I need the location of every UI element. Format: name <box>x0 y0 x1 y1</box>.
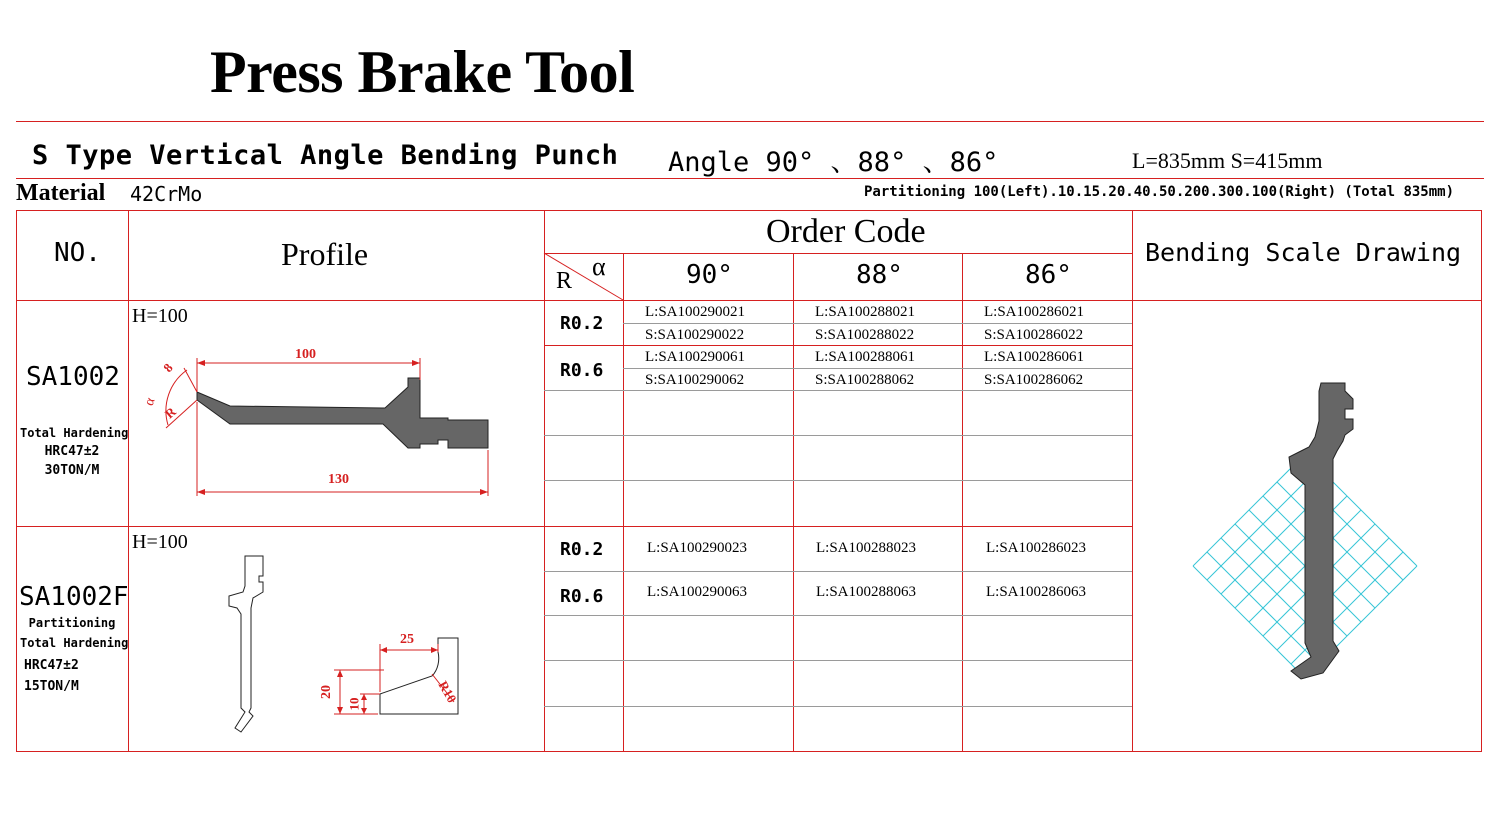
dim-label: 10 <box>346 697 362 711</box>
order-code: L:SA100288023 <box>816 540 917 556</box>
order-code: L:SA100290063 <box>647 584 748 600</box>
dim-label: R <box>161 403 179 422</box>
angle-line: Angle 90° 、88° 、86° <box>668 147 999 178</box>
dim-label: 100 <box>295 347 316 362</box>
order-code: S:SA100288022 <box>815 327 915 343</box>
header-bending-scale: Bending Scale Drawing <box>1145 238 1462 267</box>
order-code: L:SA100288021 <box>815 304 916 320</box>
header-diagonal <box>544 253 624 300</box>
dim-label: 130 <box>328 472 349 487</box>
row1-radius: R0.6 <box>560 360 604 381</box>
row1-height: H=100 <box>132 305 188 327</box>
header-angle-90: 90° <box>686 260 733 290</box>
page-title: Press Brake Tool <box>210 39 635 105</box>
header-no: NO. <box>54 238 101 268</box>
material-label: Material <box>16 180 106 206</box>
material-value: 42CrMo <box>130 182 203 206</box>
order-code: S:SA100286022 <box>984 327 1084 343</box>
row1-note: Total Hardening <box>20 426 129 440</box>
divider <box>16 178 1484 179</box>
dim-label: α <box>141 395 159 408</box>
order-code: L:SA100286061 <box>984 349 1085 365</box>
row2-height: H=100 <box>132 531 188 553</box>
partitioning-info: Partitioning 100(Left).10.15.20.40.50.200.300.100(Right) (Total 835mm) <box>864 184 1455 200</box>
order-code: L:SA100290061 <box>645 349 746 365</box>
row2-radius: R0.2 <box>560 539 604 560</box>
row2-model: SA1002F <box>19 582 129 612</box>
order-code: S:SA100290022 <box>645 327 745 343</box>
order-code: S:SA100290062 <box>645 372 745 388</box>
dim-label: 25 <box>400 632 414 647</box>
order-code: L:SA100286021 <box>984 304 1085 320</box>
order-code: L:SA100290021 <box>645 304 746 320</box>
order-code: S:SA100286062 <box>984 372 1084 388</box>
header-order-code: Order Code <box>766 213 926 250</box>
length-info: L=835mm S=415mm <box>1132 148 1323 173</box>
header-angle-86: 86° <box>1025 260 1072 290</box>
row1-model: SA1002 <box>26 362 120 392</box>
header-alpha: α <box>592 252 606 281</box>
divider <box>16 121 1484 122</box>
bending-scale-drawing <box>1133 301 1481 751</box>
row2-note: HRC47±2 <box>24 658 79 673</box>
dim-label: R10 <box>435 678 460 706</box>
row2-note: 15TON/M <box>24 679 79 694</box>
order-code: L:SA100286023 <box>986 540 1087 556</box>
header-r: R <box>556 268 573 294</box>
row2-note: Partitioning <box>28 616 116 630</box>
row2-radius: R0.6 <box>560 586 604 607</box>
dim-label: 20 <box>319 685 334 699</box>
punch-outline-drawing <box>215 550 295 740</box>
dim-label: 8 <box>160 360 176 375</box>
header-profile: Profile <box>281 236 369 272</box>
row1-note: HRC47±2 <box>44 444 100 459</box>
order-code: L:SA100290023 <box>647 540 748 556</box>
header-angle-88: 88° <box>856 260 903 290</box>
order-code: L:SA100288063 <box>816 584 917 600</box>
order-code: L:SA100286063 <box>986 584 1087 600</box>
row2-note: Total Hardening <box>20 636 129 650</box>
subtitle: S Type Vertical Angle Bending Punch <box>32 140 619 171</box>
row1-note: 30TON/M <box>44 463 100 478</box>
row1-radius: R0.2 <box>560 313 604 334</box>
order-code: S:SA100288062 <box>815 372 915 388</box>
order-code: L:SA100288061 <box>815 349 916 365</box>
